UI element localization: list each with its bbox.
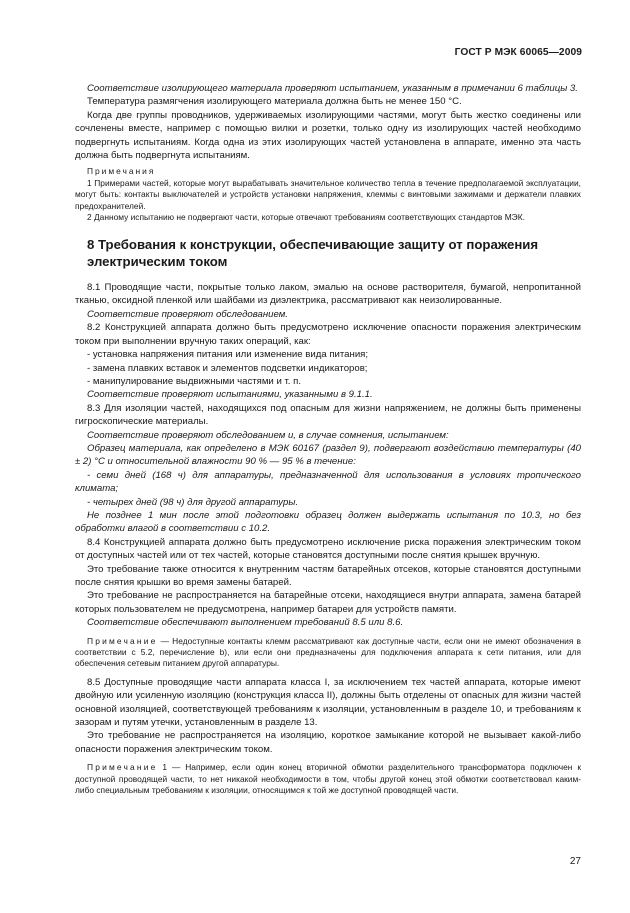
document-body — [75, 82, 581, 797]
paragraph: Образец материала, как определено в МЭК 60167 (раздел 9), подвергают воздействию температуры (40 ± 2) °С и относительной влажности 90 % — 95 % в течение: — [75, 442, 581, 468]
note-label: Примечание — [87, 635, 158, 646]
paragraph: 8.1 Проводящие части, покрытые только лаком, эмалью на основе растворителя, бумагой, непропитанной тканью, оксидной пленкой или шайбами из диэлектрика, рассматривают как неизолированные. — [75, 282, 581, 307]
note-label: Примечание — [87, 762, 158, 773]
list-item: - четырех дней (98 ч) для другой аппаратуры. — [87, 496, 299, 508]
paragraph: 8.2 Конструкцией аппарата должно быть предусмотрено исключение опасности поражения электрическим током при выполнении вручную таких операций, как: — [75, 322, 581, 347]
paragraph: 8.3 Для изоляции частей, находящихся под опасным для жизни напряжением, не должны быть применены гигроскопические материалы. — [75, 402, 581, 428]
paragraph: 8.4 Конструкцией аппарата должно быть предусмотрено исключение риска поражения электрическим током от доступных частей или от тех частей, которые становятся доступными после снятия крышек вручную. — [75, 536, 581, 562]
standard-header: ГОСТ Р МЭК 60065—2009 — [454, 47, 582, 58]
notes-heading: Примечания — [87, 166, 156, 177]
note-text: — Недоступные контакты клемм рассматривают как доступные части, если они не имеют обозначения в соответствии с 5.2, перечисление b), или если они предназначены для подключения аппарата к сети питания, или для обеспечения сетевым питанием другой аппаратуры. — [75, 635, 581, 669]
paragraph: Это требование также относится к внутренним частям батарейных отсеков, которые становятся доступными после снятия крышки во время замены батарей. — [75, 563, 581, 588]
compliance-text: Соответствие проверяют испытаниями, указанными в 9.1.1. — [87, 389, 373, 401]
list-item: - замена плавких вставок и элементов подсветки индикаторов; — [87, 362, 368, 374]
note — [75, 636, 581, 670]
paragraph: 8.5 Доступные проводящие части аппарата класса I, за исключением тех частей аппарата, которые имеют двойную или усиленную изоляцию (конструкция класса II), должны быть отделены от опасных для жизни частей основной изоляцией, соответствующей требованиям к изоляции, установленным в разделе 10, и требованиям к зазорам и путям утечки, установленным в разделе 13. — [75, 676, 581, 729]
paragraph: Температура размягчения изолирующего материала должна быть не менее 150 °С. — [87, 96, 462, 108]
note: 2 Данному испытанию не подвергают части, которые отвечают требованиям соответствующих стандартов МЭК. — [87, 212, 525, 223]
paragraph: Соответствие изолирующего материала проверяют испытанием, указанным в примечании 6 таблицы 3. — [87, 83, 578, 94]
list-item: - манипулирование выдвижными частями и т. п. — [87, 375, 302, 387]
page-number: 27 — [569, 856, 581, 867]
paragraph: Когда две группы проводников, удерживаемых изолирующими частями, могут быть жестко соединены или сочленены вместе, например с помощью вилки и розетки, только одну из изолирующих частей необходимо подвергнуть испытаниям. Когда одна из этих изолирующих частей установлена в аппарате, именно эта часть должна быть подвергнута испытаниям. — [75, 109, 581, 162]
compliance-text: Соответствие проверяют обследованием и, в случае сомнения, испытанием: — [87, 429, 449, 441]
list-item: - установка напряжения питания или изменение вида питания; — [87, 349, 369, 361]
paragraph: Не позднее 1 мин после этой подготовки образец должен выдержать испытания по 10.3, но без обработки влагой в соответствии с 10.2. — [75, 509, 581, 535]
list-item: - семи дней (168 ч) для аппаратуры, предназначенной для использования в условиях тропического климата; — [75, 469, 581, 495]
paragraph: Это требование не распространяется на изоляцию, короткое замыкание которой не вызывает какой-либо опасности поражения электрическим током. — [75, 730, 581, 755]
note-text: 1 — Например, если один конец вторичной обмотки разделительного трансформатора подключен к доступной проводящей части, то нет никакой необходимости в том, чтобы другой конец этой обмотки соответствовал каким-либо специальным требованиям к изоляции, относящимся к той же доступной проводящей части. — [75, 762, 581, 796]
compliance-text: Соответствие обеспечивают выполнением требований 8.5 или 8.6. — [87, 617, 404, 629]
paragraph: Это требование не распространяется на батарейные отсеки, находящиеся внутри аппарата, замена батарей которых пользователем не предусмотрена, например батареи для устройств памяти. — [75, 590, 581, 615]
note — [75, 762, 581, 796]
note: 1 Примерами частей, которые могут вырабатывать значительное количество тепла в течение предполагаемой эксплуатации, могут быть: контакты выключателей и устройств установки напряжения, клеммы с винтовыми зажимами и держатели плавких предохранителей. — [75, 177, 581, 211]
section-title: 8 Требования к конструкции, обеспечивающие защиту от поражения электрическим током — [87, 237, 539, 270]
compliance-text: Соответствие проверяют обследованием. — [87, 308, 288, 320]
